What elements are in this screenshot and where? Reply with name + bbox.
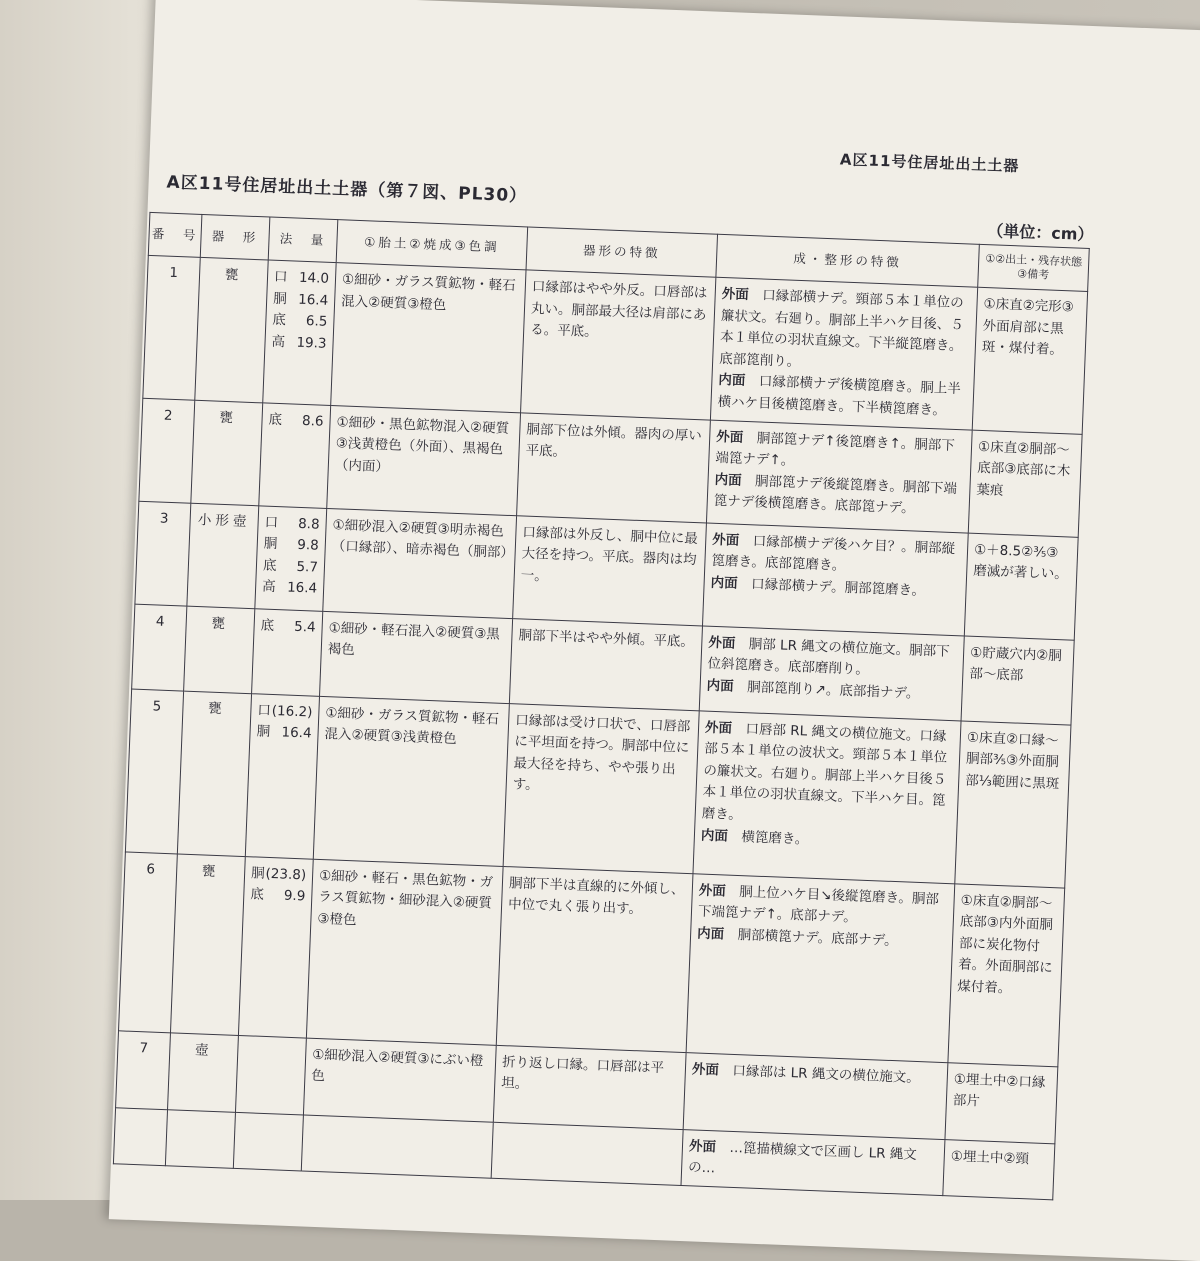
- inner-surface-label: 内面: [718, 372, 746, 390]
- header-manufacture: 成・整形の特徴: [716, 234, 979, 287]
- row-measurements: [245, 693, 319, 858]
- measurement-value: 8.8: [297, 515, 320, 533]
- outer-surface-text: 口縁部は LR 縄文の横位施文。: [732, 1062, 921, 1086]
- row-attributes: ①細砂・軽石混入②硬質③黒褐色: [320, 611, 513, 703]
- measurement-line: [257, 700, 313, 724]
- measurement-line: [256, 722, 312, 746]
- row-vessel-form: 甕: [195, 257, 268, 402]
- row-notes: ①床直②胴部〜底部③内外面胴部に炭化物付着。外面胴部に煤付着。: [948, 883, 1065, 1066]
- table-body: [113, 255, 1087, 1199]
- inner-surface-label: 内面: [714, 471, 742, 489]
- row-form-features: [491, 1122, 683, 1185]
- row-form-features: 口縁部は受け口状で、口唇部に平坦面を持つ。胴部中位に最大径を持ち、やや張り出す。: [503, 703, 699, 873]
- row-vessel-form: 甕: [184, 606, 255, 694]
- header-notes: ①②出土・残存状態③備考: [978, 244, 1090, 291]
- measurement-value: 6.5: [305, 313, 328, 331]
- row-vessel-form: 甕: [170, 854, 245, 1035]
- row-notes: ①＋8.5②⅗③磨滅が著しい。: [964, 533, 1078, 640]
- measurement-line: [250, 884, 306, 908]
- measurement-label: 胴: [250, 864, 265, 882]
- measurement-value: 16.4: [286, 579, 318, 597]
- measurement-line: [264, 512, 320, 536]
- measurement-value: 14.0: [298, 269, 330, 287]
- inner-surface-label: 内面: [710, 574, 738, 592]
- row-vessel-form: 小形壺: [187, 503, 259, 609]
- row-measurements: [255, 505, 327, 611]
- row-attributes: ①細砂・軽石・黒色鉱物・ガラス質鉱物・細砂混入②硬質③橙色: [306, 859, 503, 1045]
- row-attributes: ①細砂・ガラス質鉱物・軽石混入②硬質③橙色: [331, 263, 526, 413]
- outer-surface-label: 外面: [715, 428, 744, 446]
- row-number: 4: [132, 604, 187, 691]
- row-form-features: 胴部下半は直線的に外傾し、中位で丸く張り出す。: [496, 866, 693, 1052]
- outer-surface-note: [688, 1136, 938, 1189]
- table-title: A区11号住居址出土土器（第７図、PL30）: [166, 172, 528, 207]
- header-attributes: ①胎土②焼成③色調: [336, 220, 528, 270]
- inner-surface-label: 内面: [706, 677, 734, 695]
- measurement-line: [251, 863, 307, 887]
- outer-surface-label: 外面: [712, 531, 740, 549]
- pottery-table: [113, 212, 1090, 1200]
- row-manufacture: [686, 873, 955, 1062]
- outer-surface-note: [692, 1059, 942, 1090]
- row-number: [113, 1107, 167, 1165]
- measurement-line: [263, 534, 319, 558]
- header-form: 器 形: [200, 214, 270, 260]
- measurement-label: 底: [260, 617, 275, 634]
- measurement-label: 底: [268, 411, 283, 428]
- measurement-value: 9.8: [297, 536, 320, 554]
- outer-surface-text: 胴部 LR 縄文の横位施文。胴部下位斜箆磨き。底部磨削り。: [707, 635, 950, 679]
- document-page: [109, 0, 1200, 1261]
- outer-surface-text: …箆描横線文で区画し LR 縄文の…: [687, 1139, 918, 1177]
- row-measurements: [263, 260, 336, 405]
- outer-surface-label: 外面: [698, 882, 727, 900]
- row-vessel-form: 壺: [168, 1032, 239, 1112]
- inner-surface-note: [717, 370, 967, 423]
- row-manufacture: [699, 626, 964, 721]
- row-vessel-form: [165, 1109, 235, 1168]
- row-notes: ①貯蔵穴内②胴部〜底部: [961, 636, 1074, 725]
- table-row: [119, 852, 1065, 1067]
- outer-surface-label: 外面: [708, 634, 736, 652]
- outer-surface-text: 口縁部横ナデ後ハケ目？。胴部縦箆磨き。底部箆磨き。: [711, 532, 956, 575]
- measurement-label: 胴: [263, 535, 278, 553]
- measurement-label: 口: [264, 514, 279, 531]
- outer-surface-note: [701, 717, 954, 834]
- measurement-value: 19.3: [296, 334, 327, 352]
- measurement-value: 5.7: [296, 558, 319, 576]
- row-notes: ①埋土中②口縁部片: [945, 1062, 1058, 1143]
- header-measurements: 法 量: [268, 217, 338, 263]
- measurement-label: 底: [250, 886, 265, 903]
- measurement-line: [268, 409, 324, 433]
- measurement-line: [262, 577, 318, 601]
- row-form-features: 口縁部はやや外反。口唇部は丸い。胴部最大径は肩部にある。平底。: [521, 270, 716, 420]
- measurement-label: 口: [273, 268, 288, 286]
- header-number: 番 号: [148, 212, 202, 257]
- row-manufacture: [681, 1129, 945, 1195]
- inner-surface-label: 内面: [696, 925, 725, 943]
- measurement-line: [260, 615, 316, 639]
- measurement-label: 高: [261, 578, 276, 596]
- measurement-value: 16.4: [297, 291, 329, 309]
- measurement-label: 底: [272, 311, 287, 329]
- row-measurements: [235, 1035, 306, 1115]
- unit-label: （単位：cm）: [987, 221, 1094, 245]
- row-form-features: 折り返し口縁。口唇部は平坦。: [493, 1045, 686, 1129]
- row-number: 7: [116, 1030, 171, 1109]
- measurement-value: (23.8): [265, 865, 307, 883]
- inner-surface-text: 横箆磨き。: [741, 828, 809, 848]
- measurement-label: 口: [257, 701, 272, 719]
- row-attributes: ①細砂・ガラス質鉱物・軽石混入②硬質③浅黄橙色: [313, 696, 509, 866]
- row-form-features: 胴部下位は外傾。器肉の厚い平底。: [517, 412, 711, 522]
- row-attributes: [301, 1115, 493, 1178]
- row-notes: ①埋土中②頸: [943, 1139, 1055, 1199]
- outer-surface-label: 外面: [721, 285, 750, 303]
- inner-surface-text: 胴部横箆ナデ。底部ナデ。: [737, 926, 898, 949]
- row-form-features: 胴部下半はやや外傾。平底。: [509, 618, 702, 710]
- row-vessel-form: 甕: [177, 691, 251, 856]
- outer-surface-text: 口縁部横ナデ。頸部５本１単位の簾状文。右廻り。胴部上半ハケ目後、５本１単位の羽状直線文。下半縦箆磨き。底部箆削り。: [718, 287, 965, 370]
- measurement-value: 9.9: [283, 887, 306, 905]
- outer-surface-text: 口唇部 RL 縄文の横位施文。口縁部５本１単位の波状文。頸部５本１単位の簾状文。右廻り。胴部上半ハケ目後５本１単位の羽状直線文。下半ハケ目。箆磨き。: [701, 720, 948, 824]
- outer-surface-note: [719, 284, 971, 380]
- inner-surface-text: 胴部箆ナデ後縦箆磨き。胴部下端箆ナデ後横箆磨き。底部箆ナデ。: [713, 473, 958, 517]
- measurement-value: 16.4: [281, 724, 312, 742]
- outer-surface-label: 外面: [691, 1060, 720, 1078]
- row-manufacture: [703, 523, 969, 636]
- inner-surface-text: 口縁部横ナデ後横箆磨き。胴上半横ハケ目後横箆磨き。下半横箆磨き。: [717, 373, 962, 419]
- measurement-value: 8.6: [301, 412, 324, 430]
- outer-surface-text: 胴部箆ナデ↑後箆磨き↑。胴部下端箆ナデ↑。: [715, 429, 956, 469]
- row-measurements: [252, 608, 323, 696]
- measurement-label: 底: [262, 557, 277, 574]
- row-attributes: ①細砂混入②硬質③明赤褐色（口縁部）、暗赤褐色（胴部）: [323, 508, 517, 618]
- measurement-label: 胴: [256, 723, 271, 741]
- measurement-label: 胴: [272, 290, 288, 307]
- row-notes: ①床直②口縁〜胴部⅗③外面胴部⅓範囲に黒斑: [955, 721, 1071, 888]
- row-manufacture: [710, 277, 977, 430]
- row-vessel-form: 甕: [191, 400, 263, 506]
- row-notes: ①床直②完形③外面肩部に黒斑・煤付着。: [972, 287, 1087, 434]
- row-notes: ①床直②胴部〜底部③底部に木葉痕: [968, 430, 1082, 537]
- row-number: 1: [143, 255, 200, 399]
- row-number: 5: [125, 689, 183, 854]
- row-measurements: [238, 856, 313, 1037]
- measurement-value: (16.2): [271, 702, 313, 721]
- row-form-features: 口縁部は外反し、胴中位に最大径を持つ。平底。器肉は均一。: [513, 515, 707, 625]
- outer-surface-label: 外面: [704, 719, 733, 737]
- inner-surface-text: 胴部箆削り↗。底部指ナデ。: [746, 678, 920, 702]
- row-number: 2: [139, 398, 195, 503]
- header-form-features: 器形の特徴: [526, 227, 718, 277]
- row-measurements: [259, 402, 331, 508]
- outer-surface-label: 外面: [688, 1137, 717, 1155]
- row-measurements: [233, 1112, 303, 1171]
- row-number: 6: [119, 852, 178, 1033]
- measurement-line: [272, 310, 328, 334]
- row-number: 3: [135, 501, 191, 606]
- row-attributes: ①細砂混入②硬質③にぶい橙色: [303, 1038, 496, 1122]
- row-manufacture: [706, 420, 972, 533]
- row-manufacture: [693, 710, 961, 883]
- measurement-label: 高: [271, 333, 286, 350]
- outer-surface-text: 胴上位ハケ目↘後縦箆磨き。胴部下端箆ナデ↑。底部ナデ。: [697, 883, 940, 926]
- inner-surface-note: [713, 470, 963, 523]
- measurement-line: [263, 555, 319, 579]
- measurement-line: [274, 267, 330, 291]
- measurement-value: 5.4: [293, 618, 316, 636]
- running-header: A区11号住居址出土土器: [839, 150, 1020, 176]
- row-attributes: ①細砂・黒色鉱物混入②硬質③浅黄橙色（外面）、黒褐色（内面）: [327, 405, 521, 515]
- measurement-line: [271, 331, 327, 355]
- inner-surface-text: 口縁部横ナデ。胴部箆磨き。: [750, 576, 926, 599]
- row-manufacture: [683, 1052, 948, 1139]
- inner-surface-label: 内面: [700, 827, 729, 845]
- measurement-line: [273, 288, 329, 312]
